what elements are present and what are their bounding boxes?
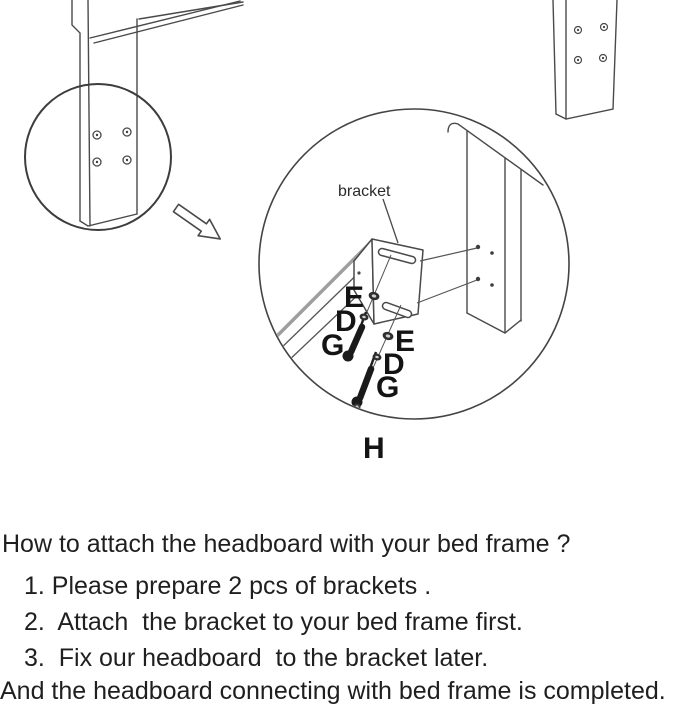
part-label-d1: D (335, 305, 357, 338)
magnifier-arrow (170, 200, 226, 247)
part-label-e2: E (395, 325, 416, 358)
leg-bolt-holes (93, 128, 131, 166)
frame-leg-holes (575, 24, 608, 64)
part-label-d2: D (383, 348, 405, 381)
part-label-e1: E (344, 281, 365, 314)
instruction-step-1: 1. Please prepare 2 pcs of brackets . (24, 572, 432, 600)
instructions-heading: How to attach the headboard with your bed frame ? (2, 530, 571, 558)
bolt-g2-shaft (360, 369, 371, 398)
bracket-label: bracket (338, 183, 391, 200)
instruction-step-3: 3. Fix our headboard to the bracket later. (24, 644, 489, 672)
headboard-leg-drawing (25, 0, 243, 230)
instruction-step-2: 2. Attach the bracket to your bed frame first. (24, 608, 523, 636)
bed-frame-leg-drawing (553, 0, 617, 119)
bracket-drawing (354, 239, 423, 324)
bracket-flange-hole (357, 271, 360, 274)
alignment-leader-lines (417, 248, 477, 303)
post-holes (476, 245, 494, 287)
tick-marks (397, 426, 418, 445)
part-label-g2: G (376, 371, 400, 404)
bed-frame-post-drawing (448, 123, 543, 333)
bracket-label-leader (383, 199, 398, 243)
instructions-footer: And the headboard connecting with bed frame is completed. (0, 677, 666, 705)
part-label-h: H (363, 432, 385, 465)
part-label-g1: G (321, 329, 345, 362)
detail-source-circle (25, 84, 171, 230)
washer-e2 (382, 331, 395, 342)
